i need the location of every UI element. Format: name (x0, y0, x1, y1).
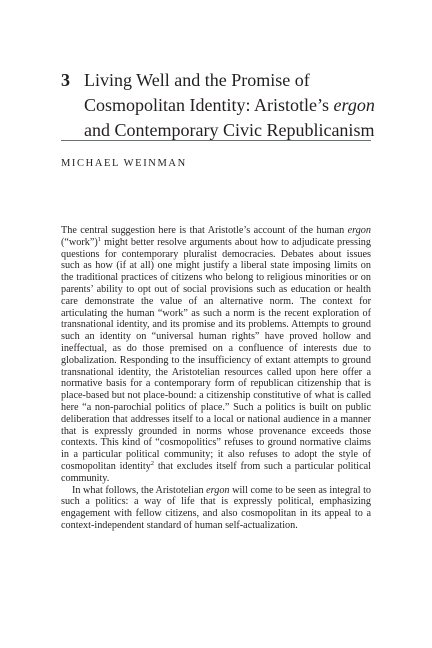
paragraph-2-ergon: ergon (206, 484, 230, 496)
paragraph-2 (61, 485, 371, 532)
paragraph-1 (61, 225, 371, 485)
paragraph-1-ergon: ergon (347, 225, 371, 236)
paragraph-1-text-c: might better resolve arguments about how to adjudicate pressing questions for contemporary pluralist democracies. Debates about issues such as how (if at all) one might justify a liberal state imposing limits on the traditional practices of citizens who belong to religious minorities or on parents’ ability to opt out of social provisions such as education or health care demonstrate the value of an alternative norm. The context for articulating the human “work” as such a norm is the recent exploration of transnational identity, and its promise and its problems. Attempts to ground such an identity on “universal human rights” have proved hollow and ineffectual, as do those premised on a confluence of interests due to globalization. Responding to the insufficiency of extant attempts to ground transnational identity, the Aristotelian resources called upon here offer a normative basis for a contemporary form of republican citizenship that is place-based but not place-bound: a citizenship constitutive of what is called here “a non-parochial politics of place.” Such a politics is built on public deliberation that addresses itself to a local or national audience in a manner that is expressly grounded in norms whose provenance exceeds those contexts. This kind of “cosmopolitics” refuses to ground normative claims in a particular political community; it also refuses to adopt the style of cosmopolitan identity (61, 236, 371, 472)
chapter-title-line-3: and Contemporary Civic Republicanism (84, 120, 375, 140)
footnote-ref-1[interactable]: 1 (97, 235, 102, 243)
chapter-number: 3 (61, 70, 70, 90)
paragraph-1-text-d: that excludes itself from such a particular political community. (61, 460, 371, 484)
chapter-title-line-1: Living Well and the Promise of (84, 70, 310, 90)
paragraph-1-text-a: The central suggestion here is that Aristotle’s account of the human (61, 225, 348, 236)
paragraph-1-text-b: (“work”) (61, 236, 98, 248)
chapter-title-line-2 (84, 93, 384, 118)
chapter-title-line-2-text: Cosmopolitan Identity: Aristotle’s (84, 95, 334, 115)
footnote-ref-2[interactable]: 2 (150, 459, 155, 467)
chapter-title (84, 68, 384, 143)
chapter-title-ergon: ergon (333, 95, 375, 115)
author-name: MICHAEL WEINMAN (61, 158, 187, 169)
paragraph-2-text-a: In what follows, the Aristotelian (72, 484, 207, 496)
paragraph-2-text-b: will come to be seen as integral to such a politics: a way of life that is expressly political, emphasizing engagement with fellow citizens, and also cosmopolitan in its appeal to a context-independent standard of human self-actualization. (61, 484, 372, 531)
title-divider (61, 140, 371, 141)
body-text (61, 225, 371, 532)
